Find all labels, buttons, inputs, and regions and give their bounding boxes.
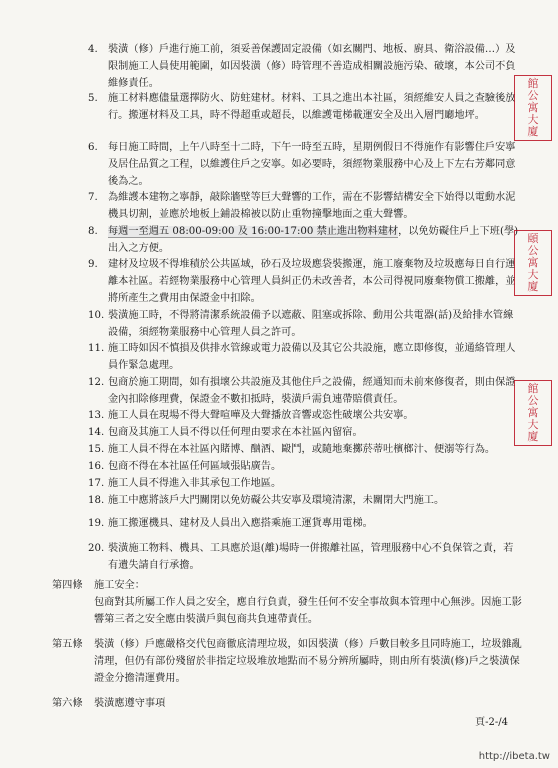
- item-number: 13.: [88, 410, 105, 421]
- list-item: [88, 441, 523, 458]
- article-heading: 施工安全：: [94, 580, 145, 591]
- item-text: 裝潢施工物料、機具、工具應於退(離)場時一併搬離社區，管理服務中心不負保管之責，若有遺失請自行承擔。: [108, 543, 514, 571]
- watermark-url: http://ibeta.tw: [478, 751, 550, 762]
- item-number: 10.: [88, 310, 105, 321]
- list-item: [88, 189, 523, 223]
- item-number: 12.: [88, 377, 105, 388]
- item-text: 包商不得在本社區任何區域張貼廣告。: [108, 461, 282, 472]
- item-number: 11.: [88, 343, 105, 354]
- item-text: 裝潢（修）戶進行施工前，須妥善保護固定設備（如玄關門、地板、廚具、衛浴設備…）及限制施工人員使用範圍，如因裝潢（修）時管理不善造成相關設施污染、破壞，本公司不負維修責任。: [108, 44, 516, 89]
- item-number: 18.: [88, 495, 105, 506]
- item-number: 9.: [88, 259, 98, 270]
- item-text: 每日施工時間，上午八時至十二時，下午一時至五時，星期例假日不得施作有影響住戶安寧及居住品質之工程，以維護住戶之安寧。如必要時，須經物業服務中心及上下左右芳鄰同意後為之。: [108, 142, 516, 187]
- item-text: 裝潢施工時，不得將清潔系統設備予以遮蔽、阻塞或拆除、動用公共電器(話)及給排水管線設備，須經物業服務中心管理人員之許可。: [108, 310, 514, 338]
- item-text: 包商於施工期間，如有損壞公共設施及其他住戶之設備，經通知而未前來修復者，則由保證金內扣除修理費，保證金不數扣抵時，裝潢戶需負連帶賠償責任。: [108, 377, 516, 405]
- item-text: 施工材料應儘量選擇防火、防蛀建材。材料、工具之進出本社區，須經維安人員之查驗後放行。搬運材料及工具，時不得超重或超長，以維護電梯載運安全及出入層門廳地坪。: [108, 93, 516, 121]
- page-number: 頁-2-/4: [475, 717, 508, 728]
- item-number: 8.: [88, 226, 98, 237]
- item-text: 施工中應將該戶大門關閉以免妨礙公共安寧及環境清潔，未關閉大門施工。: [108, 495, 445, 506]
- article-text: 裝潢（修）戶應嚴格交代包商徹底清理垃圾，如因裝潢（修）戶數目較多且同時施工，垃圾雜亂清理，但仍有部份殘留於非指定垃圾堆放地點而不易分辨所屬時，則由所有裝潢(修)戶之裝潢保證金分擔清運費用。: [94, 639, 522, 684]
- item-text: 施工時如因不慎損及供排水管線或電力設備以及其它公共設施，應立即修復，並通絡管理人員作緊急處理。: [108, 343, 516, 371]
- seal-stamp: 頤 公 寓 大 廈: [514, 230, 552, 296]
- item-number: 6.: [88, 142, 98, 153]
- article-4: [52, 577, 522, 628]
- list-item: [88, 475, 523, 492]
- article-heading: 裝潢應遵守事項: [94, 698, 166, 709]
- list-item: [88, 139, 523, 190]
- item-number: 15.: [88, 444, 105, 455]
- article-label: 第五條: [52, 639, 83, 650]
- item-number: 14.: [88, 427, 105, 438]
- item-number: 5.: [88, 93, 98, 104]
- article-5: [52, 636, 522, 687]
- list-item: [88, 424, 523, 441]
- article-6: [52, 695, 522, 712]
- list-item: [88, 256, 523, 307]
- article-label: 第四條: [52, 580, 83, 591]
- item-number: 19.: [88, 518, 105, 529]
- list-item: [88, 90, 523, 124]
- item-text: 施工人員不得進入非其承包工作地區。: [108, 478, 282, 489]
- item-number: 4.: [88, 44, 98, 55]
- article-label: 第六條: [52, 698, 83, 709]
- list-item: [88, 41, 523, 92]
- item-text: 施工人員不得在本社區內賭博、酗酒、毆鬥，或隨地棄擲菸蒂吐檳榔汁、便溺等行為。: [108, 444, 496, 455]
- list-item: [88, 492, 523, 509]
- list-item: [88, 515, 523, 532]
- list-item: 8. 每週一至週五 08:00-09:00 及 16:00-17:00 禁止進出物料建材，以免妨礙住戶上下班(學)出入之方便。: [88, 223, 523, 257]
- list-item: [88, 374, 523, 408]
- item-number: 17.: [88, 478, 105, 489]
- seal-stamp: 館 公 寓 大 廈: [514, 380, 552, 446]
- highlighted-restriction: 每週一至週五 08:00-09:00 及 16:00-17:00 禁止進出物料建材: [108, 226, 399, 237]
- list-item: [88, 458, 523, 475]
- item-number: 20.: [88, 543, 105, 554]
- item-text: 施工搬運機具、建材及人員出入應搭乘施工運貨專用電梯。: [108, 518, 373, 529]
- article-text: 包商對其所屬工作人員之安全，應自行負責，發生任何不安全事故與本管理中心無涉。因施工影響第三者之安全應由裝潢戶與包商共負連帶責任。: [94, 597, 522, 625]
- list-item: [88, 340, 523, 374]
- seal-stamp: 館 公 寓 大 廈: [514, 75, 552, 141]
- item-text: 建材及垃圾不得堆積於公共區域，砂石及垃圾應袋裝搬運，施工廢棄物及垃圾應每日自行運離本社區。若經物業服務中心管理人員糾正仍未改善者，本公司得視同廢棄物償工搬離，並將所產生之費用由保證金中扣除。: [108, 259, 516, 304]
- list-item: [88, 540, 523, 574]
- item-text: 以免妨礙住戶上下班(學)出入之方便。: [108, 226, 519, 254]
- item-text: 包商及其施工人員不得以任何理由要求在本社區內留宿。: [108, 427, 363, 438]
- item-number: 7.: [88, 192, 98, 203]
- item-number: 16.: [88, 461, 105, 472]
- item-text: 施工人員在現場不得大聲喧嘩及大聲播放音響或恣性破壞公共安寧。: [108, 410, 414, 421]
- item-text: 為維護本建物之寧靜，敲除牆壁等巨大聲響的工作，需在不影響結構安全下始得以電動水泥機具切割，並應於地板上鋪設棉被以防止重物撞擊地面之重大聲響。: [108, 192, 516, 220]
- list-item: [88, 407, 523, 424]
- list-item: [88, 307, 523, 341]
